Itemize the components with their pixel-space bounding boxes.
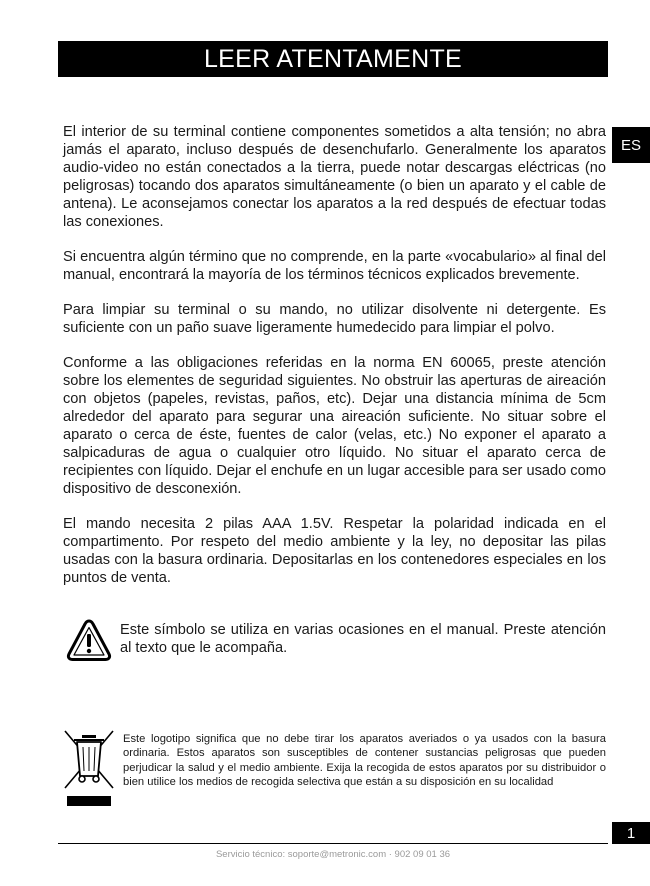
paragraph-safety: El interior de su terminal contiene componentes sometidos a alta tensión; no abra jamás el aparato, incluso después de desenchufarlo. Generalmente los aparatos audio-video no están conectados a la tierra, puede notar descargas eléctricas (no peligrosas) tocando dos aparatos simultáneamente (o bien un aparato y el cable de antena). Le aconsejamos conectar los aparatos a la red después de efectuar todas las conexiones. <box>63 124 606 230</box>
page-number: 1 <box>612 822 650 844</box>
service-contact: Servicio técnico: soporte@metronic.com · 902 09 01 36 <box>215 849 451 860</box>
warning-text: Este símbolo se utiliza en varias ocasiones en el manual. Preste atención al texto que le acompaña. <box>120 622 606 656</box>
page-title: LEER ATENTAMENTE <box>58 41 608 77</box>
recycling-text: Este logotipo significa que no debe tirar los aparatos averiados o ya usados con la basura ordinaria. Estos aparatos son susceptibles de contener sustancias peligrosas que pueden perjudicar la salud y el medio ambiente. Exija la recogida de estos aparatos por su distribuidor o bien utilice los medios de recogida selectiva que están a su disposición en su localidad <box>123 733 606 789</box>
footer-divider <box>58 843 608 844</box>
paragraph-batteries: El mando necesita 2 pilas AAA 1.5V. Respetar la polaridad indicada en el compartimento. Por respeto del medio ambiente y la ley, no depositar las pilas usadas con la basura ordinaria. Depositarlas en los contenedores especiales en los puntos de venta. <box>63 516 606 586</box>
body-text <box>63 123 606 604</box>
language-tab: ES <box>612 127 650 163</box>
crossed-out-bin-icon <box>62 728 116 808</box>
paragraph-norm: Conforme a las obligaciones referidas en la norma EN 60065, preste atención sobre los elementes de seguridad siguientes. No obstruir las aperturas de aireación con objetos (papeles, revistas, paños, etc). Dejar una distancia mínima de 5cm alrededor del aparato para segurar una aireación suficiente. No situar sobre el aparato o cerca de éste, fuentes de calor (velas, etc.) No exponer el aparato a salpicaduras de agua o cualquier otro líquido. No situar el aparato cerca de recipientes con líquido. Dejar el enchufe en un lugar accesible para ser usado como dispositivo de desconexión. <box>63 355 606 497</box>
paragraph-cleaning: Para limpiar su terminal o su mando, no utilizar disolvente ni detergente. Es suficiente con un paño suave ligeramente humedecido para limpiar el polvo. <box>63 302 606 336</box>
warning-triangle-icon <box>66 618 112 662</box>
paragraph-vocabulary: Si encuentra algún término que no comprende, en la parte «vocabulario» al final del manual, encontrará la mayoría de los términos técnicos explicados brevemente. <box>63 249 606 283</box>
